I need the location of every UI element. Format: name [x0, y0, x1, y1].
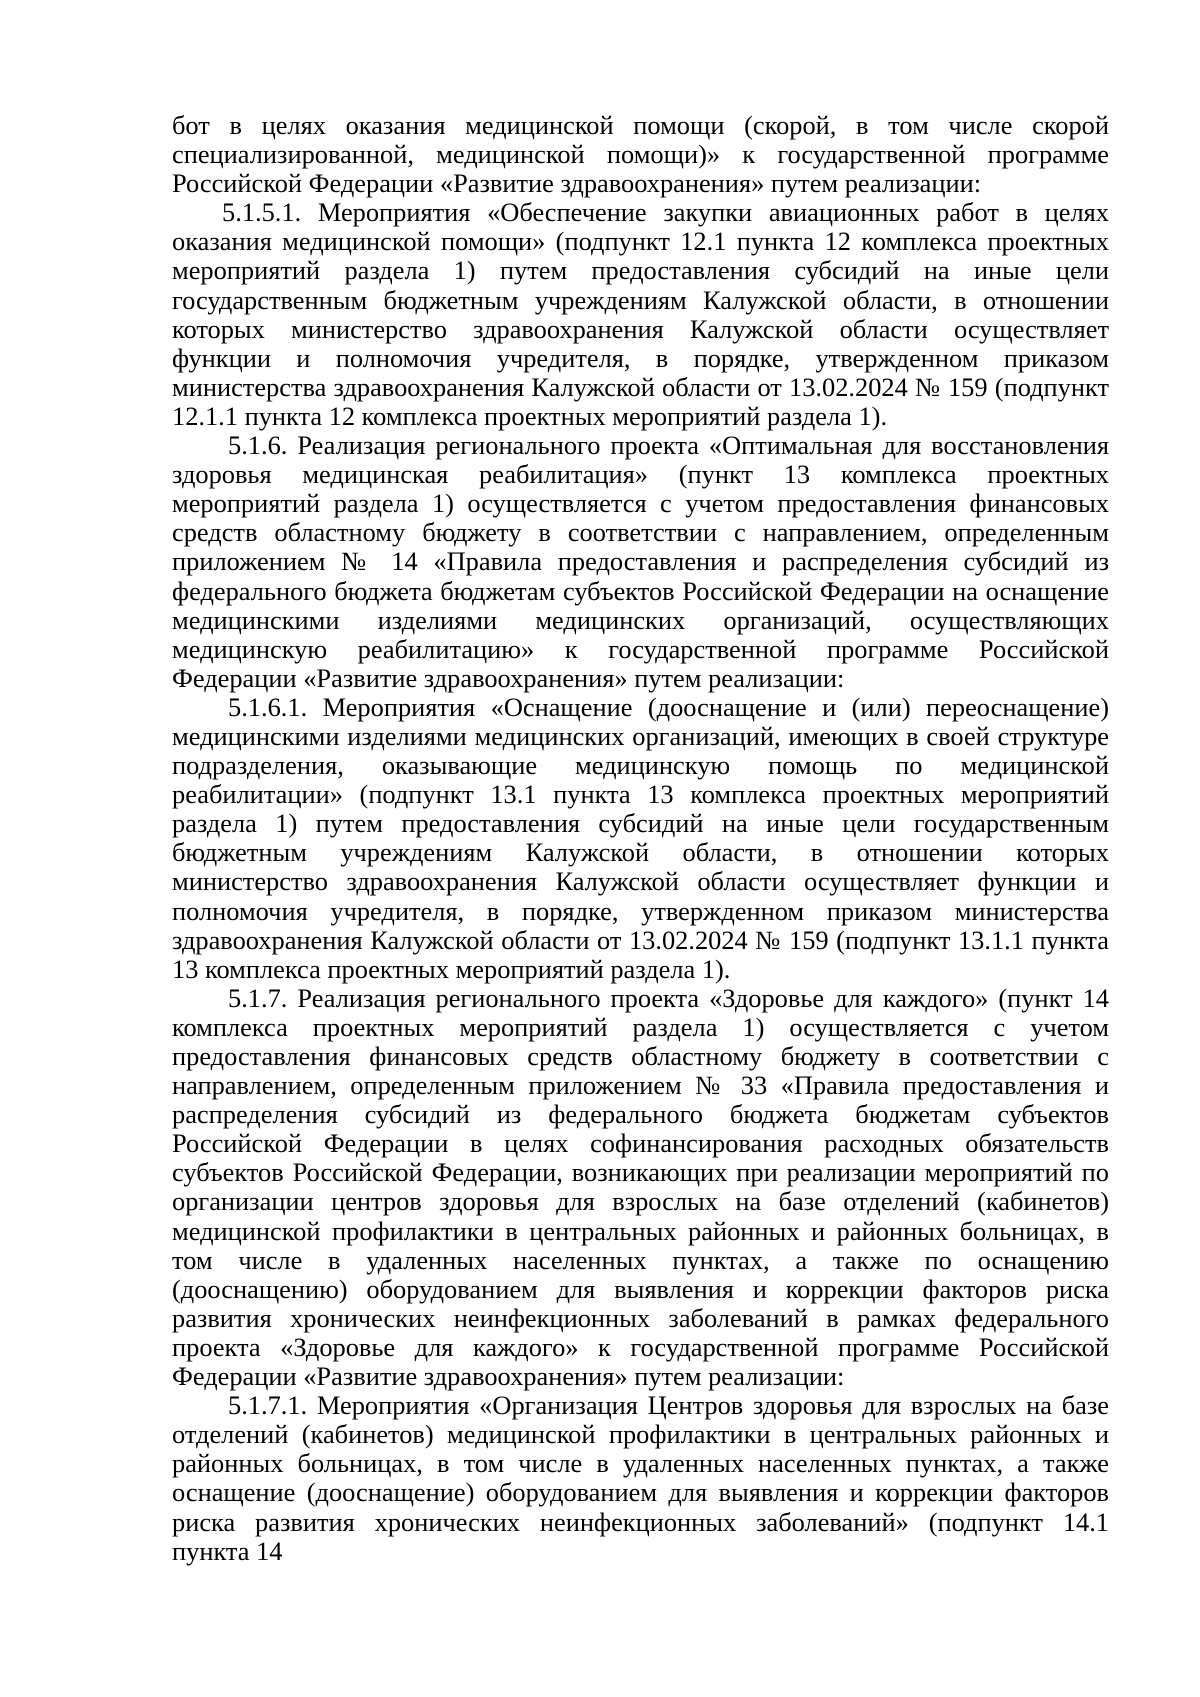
- paragraph-5-1-6-1: 5.1.6.1. Мероприятия «Оснащение (дооснащение и (или) переоснащение) медицинскими изделиями медицинских организаций, имеющих в своей структуре подразделения, оказывающие медицинскую помощь по медицинской реабилитации» (подпункт 13.1 пункта 13 комплекса проектных мероприятий раздела 1) путем предоставления субсидий на иные цели государственным бюджетным учреждениям Калужской области, в отношении которых министерство здравоохранения Калужской области осуществляет функции и полномочия учредителя, в порядке, утвержденном приказом министерства здравоохранения Калужской области от 13.02.2024 № 159 (подпункт 13.1.1 пункта 13 комплекса проектных мероприятий раздела 1).: [172, 691, 1109, 984]
- document-body: [172, 111, 1109, 1566]
- paragraph-5-1-5-1: 5.1.5.1. Мероприятия «Обеспечение закупки авиационных работ в целях оказания медицинской помощи» (подпункт 12.1 пункта 12 комплекса проектных мероприятий раздела 1) путем предоставления субсидий на иные цели государственным бюджетным учреждениям Калужской области, в отношении которых министерство здравоохранения Калужской области осуществляет функции и полномочия учредителя, в порядке, утвержденном приказом министерства здравоохранения Калужской области от 13.02.2024 № 159 (подпункт 12.1.1 пункта 12 комплекса проектных мероприятий раздела 1).: [172, 197, 1109, 431]
- paragraph-5-1-6: 5.1.6. Реализация регионального проекта «Оптимальная для восстановления здоровья медицинская реабилитация» (пункт 13 комплекса проектных мероприятий раздела 1) осуществляется с учетом предоставления финансовых средств областному бюджету в соответствии с направлением, определенным приложением № 14 «Правила предоставления и распределения субсидий из федерального бюджета бюджетам субъектов Российской Федерации на оснащение медицинскими изделиями медицинских организаций, осуществляющих медицинскую реабилитацию» к государственной программе Российской Федерации «Развитие здравоохранения» путем реализации:: [172, 430, 1109, 693]
- paragraph-5-1-7-1: 5.1.7.1. Мероприятия «Организация Центров здоровья для взрослых на базе отделений (кабинетов) медицинской профилактики в центральных районных и районных больницах, в том числе в удаленных населенных пунктах, а также оснащение (дооснащение) оборудованием для выявления и коррекции факторов риска развития хронических неинфекционных заболеваний» (подпункт 14.1 пункта 14: [172, 1390, 1109, 1566]
- paragraph-continuation: бот в целях оказания медицинской помощи (скорой, в том числе скорой специализированной, медицинской помощи)» к государственной программе Российской Федерации «Развитие здравоохранения» путем реализации:: [172, 110, 1109, 199]
- paragraph-5-1-7: 5.1.7. Реализация регионального проекта «Здоровье для каждого» (пункт 14 комплекса проектных мероприятий раздела 1) осуществляется с учетом предоставления финансовых средств областному бюджету в соответствии с направлением, определенным приложением № 33 «Правила предоставления и распределения субсидий из федерального бюджета бюджетам субъектов Российской Федерации в целях софинансирования расходных обязательств субъектов Российской Федерации, возникающих при реализации мероприятий по организации центров здоровья для взрослых на базе отделений (кабинетов) медицинской профилактики в центральных районных и районных больницах, в том числе в удаленных населенных пунктах, а также по оснащению (дооснащению) оборудованием для выявления и коррекции факторов риска развития хронических неинфекционных заболеваний в рамках федерального проекта «Здоровье для каждого» к государственной программе Российской Федерации «Развитие здравоохранения» путем реализации:: [172, 982, 1109, 1392]
